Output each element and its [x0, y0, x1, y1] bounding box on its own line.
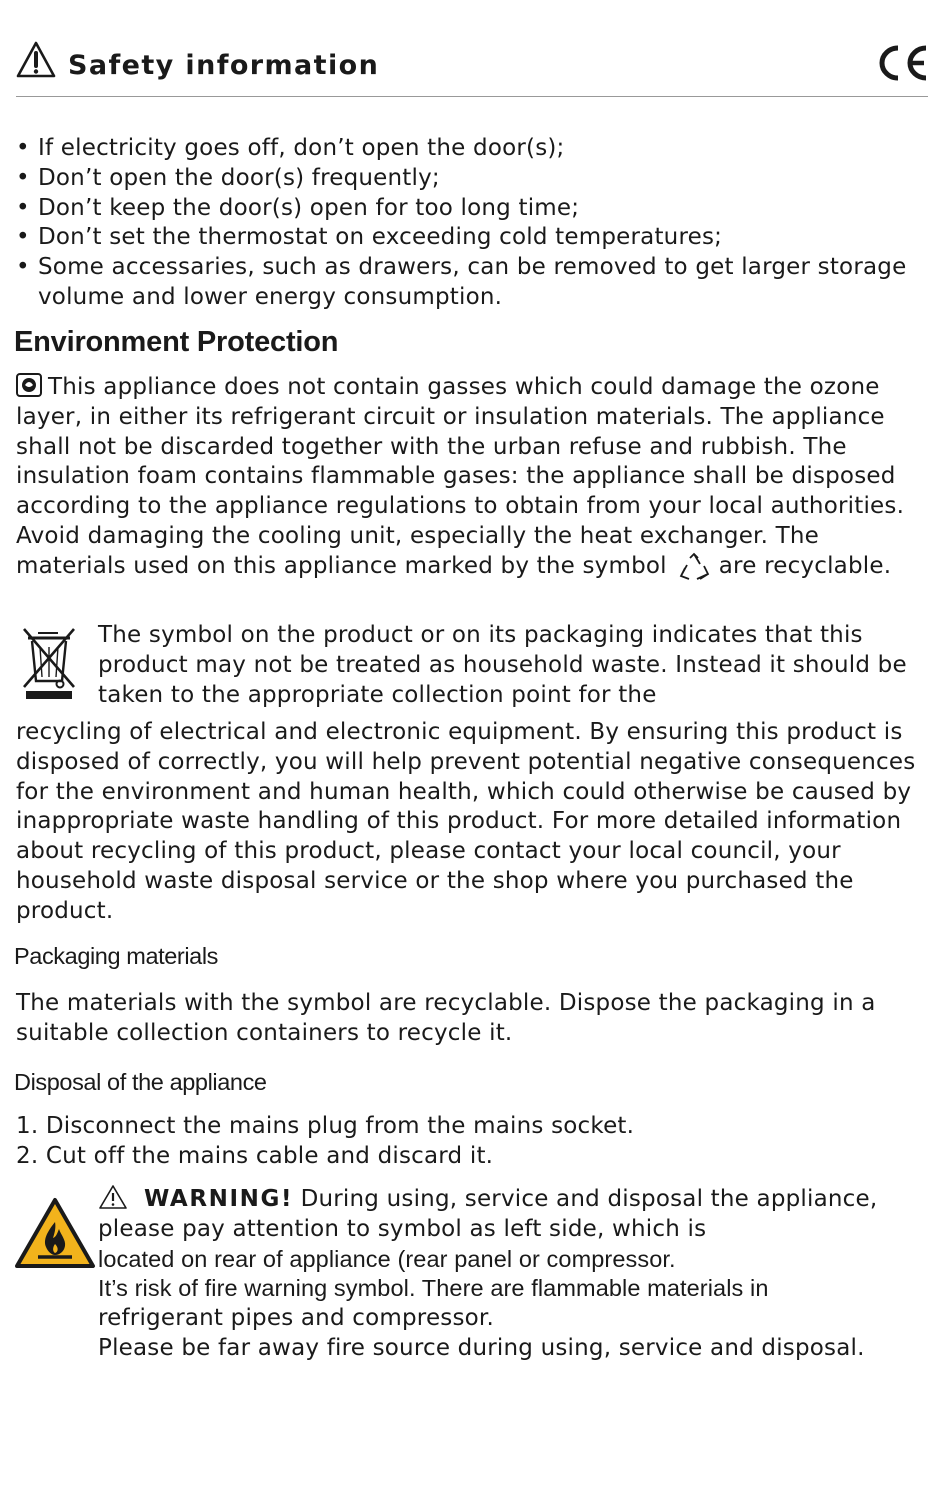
list-item: • Don’t keep the door(s) open for too long time;: [16, 194, 580, 221]
packaging-paragraph: The materials with the symbol are recyclable. Dispose the packaging in a suitable collection containers to recycle it.: [16, 990, 876, 1046]
warning-text: During using, service and disposal the appliance, please pay attention to symbol as left side, which is: [98, 1186, 878, 1242]
ce-mark-icon: [876, 44, 928, 82]
warning-label: WARNING!: [144, 1186, 294, 1212]
list-item: • Don’t open the door(s) frequently;: [16, 164, 440, 191]
ozone-safe-icon: [16, 373, 42, 397]
environment-heading: Environment Protection: [14, 326, 339, 358]
environment-text-end: are recyclable.: [718, 552, 892, 579]
weee-paragraph: The symbol on the product or on its packaging indicates that this product may not be treated as household waste. Instead it should be taken to the appropriate collection point for the: [98, 622, 907, 708]
warning-block: [98, 1184, 943, 1364]
warning-text: refrigerant pipes and compressor.: [98, 1305, 494, 1332]
environment-paragraph: [16, 373, 936, 582]
disposal-steps: [16, 1112, 634, 1172]
flammable-warning-icon: [14, 1196, 96, 1270]
warning-triangle-icon: [16, 41, 56, 79]
disposal-heading: Disposal of the appliance: [14, 1069, 267, 1095]
list-item-text: Don’t set the thermostat on exceeding cold temperatures;: [38, 224, 723, 251]
list-item: 2. Cut off the mains cable and discard it.: [16, 1142, 494, 1169]
warning-triangle-icon: [98, 1184, 128, 1210]
list-item: • Some accessaries, such as drawers, can be removed to get larger storage volume and lower energy consumption.: [16, 254, 907, 310]
list-item: • Don’t set the thermostat on exceeding cold temperatures;: [16, 224, 723, 251]
page-title: Safety information: [68, 50, 380, 81]
recycle-symbol-icon: [677, 552, 711, 582]
packaging-heading: Packaging materials: [14, 943, 219, 969]
list-item-text: Don’t open the door(s) frequently;: [38, 164, 440, 191]
list-item: • If electricity goes off, don’t open the door(s);: [16, 135, 565, 161]
crossed-bin-icon: [20, 625, 80, 701]
weee-paragraph-continued: recycling of electrical and electronic equipment. By ensuring this product is disposed of correctly, you will help prevent potential negative consequences for the environment and human health, which could otherwise be caused by inappropriate waste handling of this product. For more detailed information about recycling of this product, please contact your local council, your household waste disposal service or the shop where you purchased the product.: [16, 719, 916, 924]
list-item-text: Don’t keep the door(s) open for too long time;: [38, 194, 580, 221]
warning-text: It’s risk of fire warning symbol. There are flammable materials in: [98, 1275, 769, 1302]
list-item: 1. Disconnect the mains plug from the mains socket.: [16, 1113, 635, 1139]
warning-text: located on rear of appliance (rear panel or compressor.: [98, 1245, 676, 1272]
page-header: [16, 40, 928, 97]
environment-text: This appliance does not contain gasses which could damage the ozone layer, in either its refrigerant circuit or insulation materials. The appliance shall not be discarded together with the urban refuse and rubbish. The insulation foam contains flammable gases: the appliance shall be disposed according to the appliance regulations to obtain from your local authorities. Avoid damaging the cooling unit, especially the heat exchanger. The materials used on this appliance marked by the symbol: [16, 374, 905, 579]
warning-text: Please be far away fire source during using, service and disposal.: [98, 1334, 865, 1361]
list-item-text: Some accessaries, such as drawers, can be removed to get larger storage volume and lower energy consumption.: [38, 254, 907, 310]
list-item-text: If electricity goes off, don’t open the door(s);: [38, 135, 565, 161]
safety-tips-list: [16, 134, 936, 313]
